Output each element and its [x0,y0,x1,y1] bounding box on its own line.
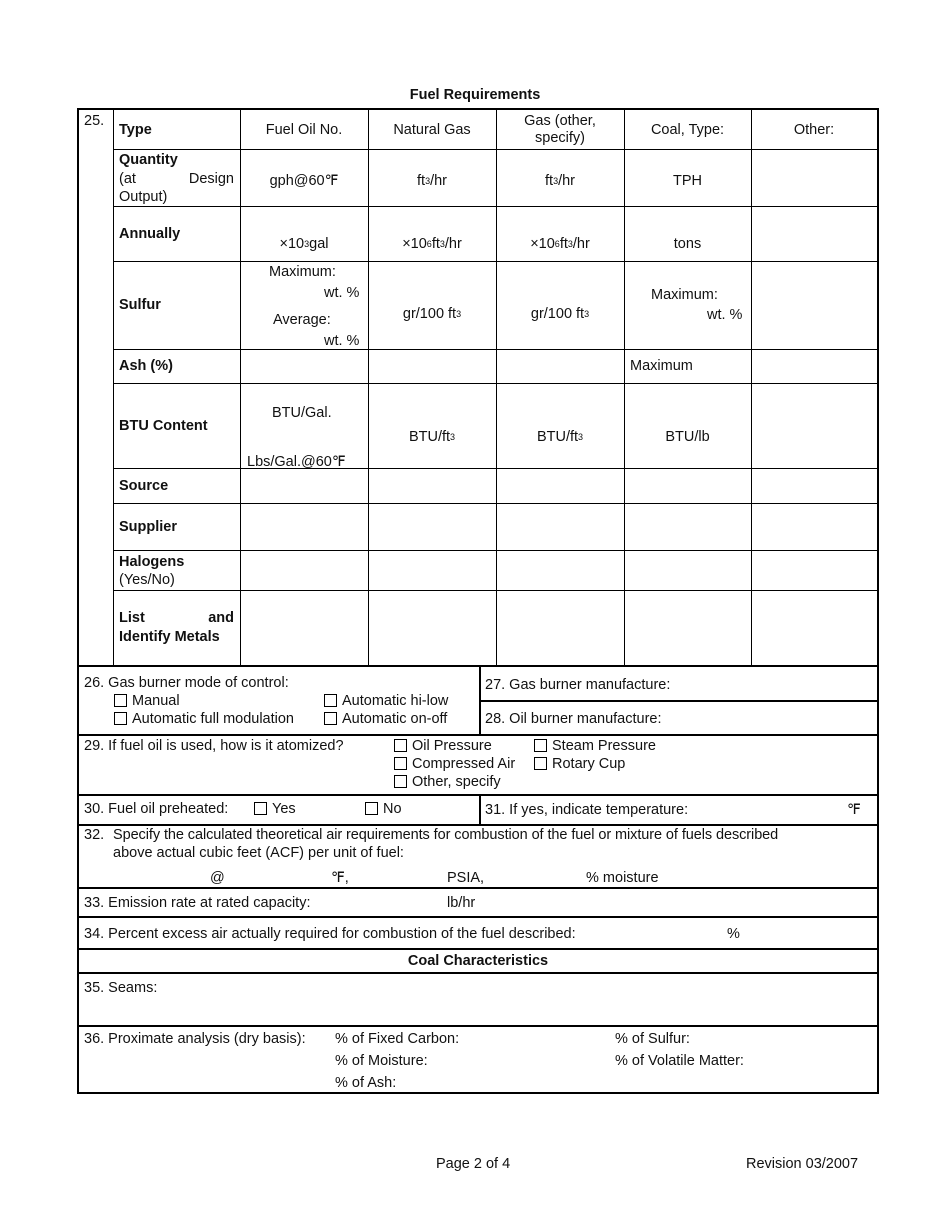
sulfur-fuel-oil-max-unit: wt. % [324,285,360,301]
q25-number: 25. [84,113,105,129]
q32-text-line2: above actual cubic feet (ACF) per unit of fuel: [113,845,404,861]
col-header-other: Other: [793,121,835,138]
sulfur-gas-other-unit: gr/100 ft 3 [530,306,590,322]
q30-option-no[interactable]: No [365,801,402,817]
checkbox[interactable] [365,802,378,815]
q26-option-manual[interactable]: Manual [114,693,180,709]
q26-option-full-modulation[interactable]: Automatic full modulation [114,711,294,727]
btu-natural-gas-unit: BTU/ft 3 [408,428,456,445]
q29-option-other[interactable]: Other, specify [394,774,501,790]
q30-label: 30. Fuel oil preheated: [84,801,229,817]
btu-fuel-oil-density: Lbs/Gal.@60℉ [247,454,346,470]
row-label-halogens: Halogens [119,554,185,570]
q32-text-line1: Specify the calculated theoretical air requirements for combustion of the fuel or mixture of fuels described [113,827,779,843]
q32-at: @ [210,870,225,886]
row-sublabel-halogens: (Yes/No) [119,572,175,588]
q32-deg: ℉, [331,870,349,886]
annually-coal-unit: tons [673,235,702,252]
col-header-natural-gas: Natural Gas [393,121,471,138]
row-label-metals-2: Identify Metals [119,629,220,645]
quantity-fuel-oil-unit: gph@60℉ [269,172,339,189]
q31-label: 31. If yes, indicate temperature: [485,802,689,818]
btu-coal-unit: BTU/lb [665,428,710,445]
q29-option-steam-pressure[interactable]: Steam Pressure [534,738,656,754]
row-sublabel-quantity: (at Design Output) [119,171,234,205]
sulfur-coal-unit: wt. % [707,307,743,323]
coal-characteristics-heading: Coal Characteristics [407,953,549,969]
row-label-source: Source [119,477,169,494]
row-label-metals-1: List and [119,610,234,626]
q26-label: 26. Gas burner mode of control: [84,675,289,691]
q34-unit: % [727,926,740,942]
col-header-gas-other: Gas (other, specify) [524,112,596,146]
q36-label: 36. Proximate analysis (dry basis): [84,1031,306,1047]
footer-page-number: Page 2 of 4 [436,1156,511,1172]
quantity-gas-other-unit: ft 3 /hr [545,172,575,189]
checkbox[interactable] [324,694,337,707]
row-label-btu: BTU Content [119,417,208,434]
q27-label: 27. Gas burner manufacture: [485,677,671,693]
checkbox[interactable] [394,775,407,788]
q29-option-compressed-air[interactable]: Compressed Air [394,756,515,772]
col-header-coal: Coal, Type: [650,121,725,138]
row-label-sulfur: Sulfur [119,297,161,313]
checkbox[interactable] [534,757,547,770]
btu-gas-other-unit: BTU/ft 3 [536,428,584,445]
row-label-ash: Ash (%) [119,358,173,374]
q31-unit: ℉ [847,802,861,818]
q26-option-on-off[interactable]: Automatic on-off [324,711,447,727]
footer-revision: Revision 03/2007 [746,1156,859,1172]
q34-label: 34. Percent excess air actually required for combustion of the fuel described: [84,926,576,942]
q30-option-yes[interactable]: Yes [254,801,296,817]
page-title: Fuel Requirements [409,87,541,103]
btu-fuel-oil-unit: BTU/Gal. [272,405,332,421]
q36-fixed-carbon: % of Fixed Carbon: [335,1031,460,1047]
q33-unit: lb/hr [447,895,476,911]
sulfur-fuel-oil-avg-label: Average: [273,312,331,328]
q32-moisture: % moisture [586,870,659,886]
col-header-fuel-oil: Fuel Oil No. [265,121,343,138]
checkbox[interactable] [394,757,407,770]
q29-option-rotary-cup[interactable]: Rotary Cup [534,756,625,772]
q28-label: 28. Oil burner manufacture: [485,711,662,727]
q35-label: 35. Seams: [84,980,158,996]
checkbox[interactable] [114,694,127,707]
q26-option-hi-low[interactable]: Automatic hi-low [324,693,448,709]
checkbox[interactable] [114,712,127,725]
annually-fuel-oil-unit: ×10 3 gal [279,235,329,252]
sulfur-fuel-oil-max-label: Maximum: [269,264,336,280]
q29-label: 29. If fuel oil is used, how is it atomized? [84,738,344,754]
checkbox[interactable] [394,739,407,752]
q36-ash: % of Ash: [335,1075,397,1091]
checkbox[interactable] [534,739,547,752]
q36-sulfur: % of Sulfur: [615,1031,690,1047]
sulfur-fuel-oil-avg-unit: wt. % [324,333,360,349]
q33-label: 33. Emission rate at rated capacity: [84,895,311,911]
row-label-quantity: Quantity [119,152,178,168]
sulfur-natural-gas-unit: gr/100 ft 3 [402,306,462,322]
q29-option-oil-pressure[interactable]: Oil Pressure [394,738,492,754]
form-frame [77,108,879,1094]
quantity-natural-gas-unit: ft 3 /hr [417,172,447,189]
annually-gas-other-unit: ×10 6 ft 3 /hr [530,235,590,252]
q36-moisture: % of Moisture: [335,1053,428,1069]
ash-coal-maximum: Maximum [630,358,693,374]
sulfur-coal-max-label: Maximum: [651,287,718,303]
row-label-annually: Annually [119,226,181,242]
q32-number: 32. [84,827,105,843]
quantity-coal-unit: TPH [673,172,702,189]
q32-psia: PSIA, [447,870,485,886]
row-label-supplier: Supplier [119,518,178,535]
q36-volatile-matter: % of Volatile Matter: [615,1053,744,1069]
col-header-type: Type [119,121,152,138]
annually-natural-gas-unit: ×10 6 ft 3 /hr [402,235,462,252]
checkbox[interactable] [254,802,267,815]
checkbox[interactable] [324,712,337,725]
